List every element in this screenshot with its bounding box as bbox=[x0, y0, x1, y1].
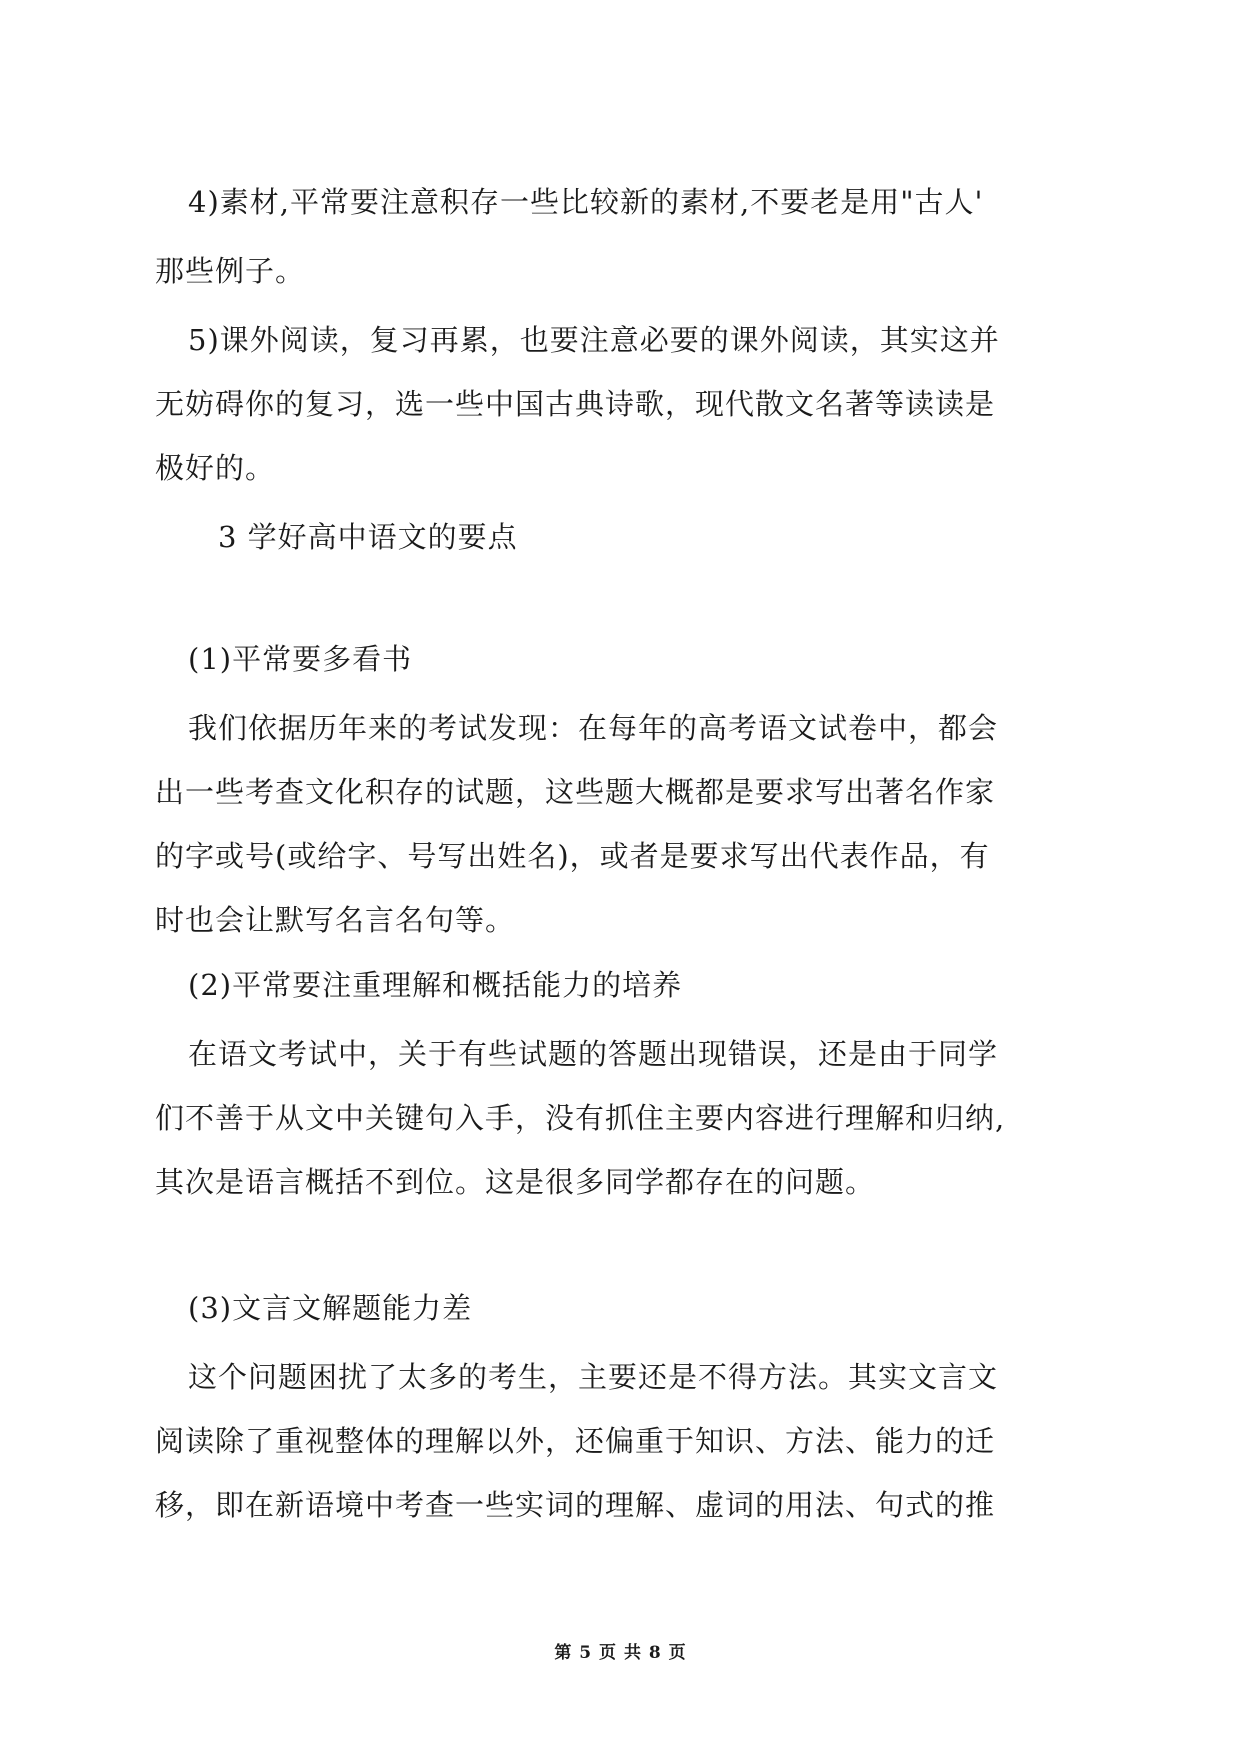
text-line: 5)课外阅读，复习再累，也要注意必要的课外阅读，其实这并 bbox=[188, 323, 1000, 357]
subheading: (2)平常要注重理解和概括能力的培养 bbox=[188, 968, 683, 1002]
subheading: (3)文言文解题能力差 bbox=[188, 1291, 473, 1325]
section-heading: 3 学好高中语文的要点 bbox=[218, 520, 518, 554]
text-line: 这个问题困扰了太多的考生，主要还是不得方法。其实文言文 bbox=[188, 1360, 999, 1394]
text-line: 的字或号(或给字、号写出姓名)，或者是要求写出代表作品，有 bbox=[155, 839, 990, 873]
text-line: 无妨碍你的复习，选一些中国古典诗歌，现代散文名著等读读是 bbox=[155, 387, 996, 421]
text-line: 出一些考查文化积存的试题，这些题大概都是要求写出著名作家 bbox=[155, 775, 996, 809]
text-line: 阅读除了重视整体的理解以外，还偏重于知识、方法、能力的迁 bbox=[155, 1424, 996, 1458]
text-line: 我们依据历年来的考试发现：在每年的高考语文试卷中，都会 bbox=[188, 711, 999, 745]
text-line: 们不善于从文中关键句入手，没有抓住主要内容进行理解和归纳, bbox=[155, 1101, 1006, 1135]
text-line: 那些例子。 bbox=[155, 254, 306, 288]
page-footer: 第 5 页 共 8 页 bbox=[554, 1643, 687, 1663]
text-line: 时也会让默写名言名句等。 bbox=[155, 903, 516, 937]
text-line: 在语文考试中，关于有些试题的答题出现错误，还是由于同学 bbox=[188, 1037, 999, 1071]
text-line: 4)素材,平常要注意积存一些比较新的素材,不要老是用"古人' bbox=[188, 185, 984, 219]
text-line: 移，即在新语境中考查一些实词的理解、虚词的用法、句式的推 bbox=[155, 1488, 996, 1522]
text-line: 极好的。 bbox=[155, 451, 276, 485]
subheading: (1)平常要多看书 bbox=[188, 642, 413, 676]
text-line: 其次是语言概括不到位。这是很多同学都存在的问题。 bbox=[155, 1165, 876, 1199]
